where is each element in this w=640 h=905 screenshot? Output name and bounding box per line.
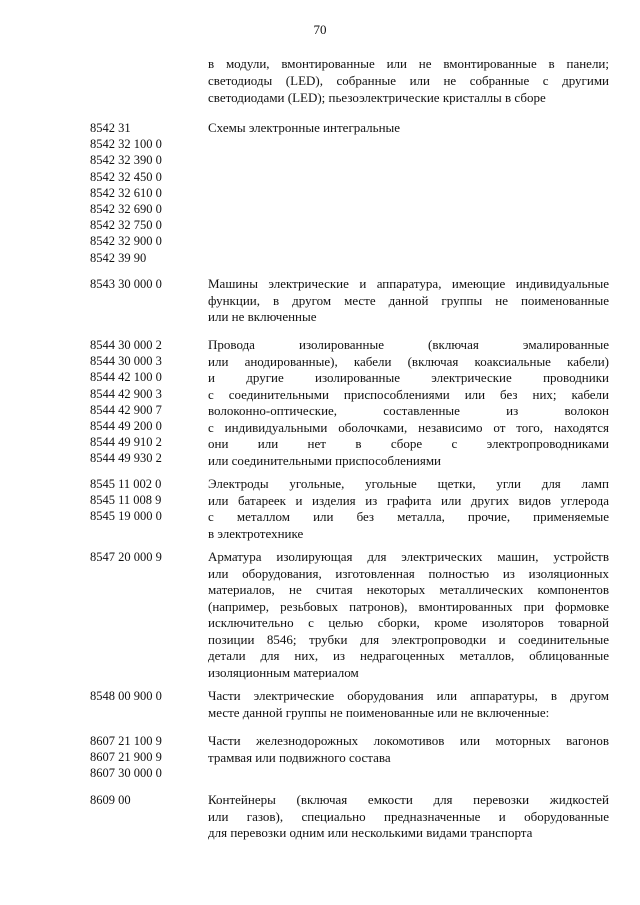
description-line: Части электрические оборудования или аппаратуры, в другом [208,688,609,703]
entry-description [208,476,609,542]
hs-code: 8545 11 008 9 [90,493,162,508]
continuation-line: в модули, вмонтированные или не вмонтированные в панели; [208,56,609,71]
hs-code: 8544 42 900 7 [90,402,162,417]
description-line: материалов, не считая некоторых металлических компонентов [208,582,609,597]
description-line: Части железнодорожных локомотивов или моторных вагонов [208,733,609,748]
entry-codes [90,733,202,782]
hs-code: 8542 32 100 0 [90,137,162,152]
description-line: или не включенные [208,309,317,324]
entry-description [208,733,609,766]
description-line: Арматура изолирующая для электрических машин, устройств [208,549,609,564]
description-line: Схемы электронные интегральные [208,120,401,135]
hs-code: 8544 49 910 2 [90,435,162,450]
description-line: волоконно-оптические, составленные из волокон [208,403,609,418]
hs-code: 8544 42 900 3 [90,386,162,401]
hs-code: 8609 00 [90,793,131,807]
entry-description [208,276,609,326]
hs-code: 8542 32 750 0 [90,218,162,233]
hs-code: 8545 11 002 0 [90,477,162,491]
hs-code: 8607 21 900 9 [90,750,162,765]
description-line: месте данной группы не поименованные или не включенные: [208,704,550,720]
hs-code: 8542 32 390 0 [90,153,162,168]
description-line: или батареек и изделия из графита или других видов углерода [208,492,609,508]
entry-codes [90,276,202,292]
description-line: в электротехнике [208,525,304,541]
continuation-line: светодиодами (LED); пьезоэлектрические кристаллы в сборе [208,90,546,105]
entry-codes [90,792,202,808]
hs-code: 8544 49 930 2 [90,451,162,466]
entry-codes [90,476,202,525]
description-line: и другие изолированные электрические проводники [208,370,609,385]
entry-description [208,120,609,137]
hs-code: 8544 30 000 3 [90,354,162,369]
entry-description [208,337,609,469]
description-line: с соединительными приспособлениями или без них; кабели [208,386,609,402]
description-line: или соединительными приспособлениями [208,452,442,468]
description-line: Провода изолированные (включая эмалированные [208,337,609,352]
entry-codes [90,549,202,565]
description-line: они или нет в сборе с электропроводниками [208,436,609,451]
hs-code: 8607 30 000 0 [90,766,162,781]
continuation-line: светодиоды (LED), собранные или не собранные с другими [208,73,609,88]
hs-code: 8545 19 000 0 [90,509,162,524]
hs-code: 8544 49 200 0 [90,418,162,433]
hs-code: 8542 32 690 0 [90,201,162,216]
hs-code: 8542 32 900 0 [90,234,162,249]
description-line: изоляционным материалом [208,664,359,680]
entry-description [208,549,609,681]
hs-code: 8544 42 100 0 [90,370,162,385]
description-line: детали для них, из недрагоценных металлов, облицованные [208,648,609,663]
hs-code: 8542 32 610 0 [90,185,162,200]
entry-description [208,792,609,842]
description-line: Электроды угольные, угольные щетки, угли для ламп [208,476,609,491]
description-line: (например, резьбовых патронов), вмонтированных при формовке [208,598,609,614]
description-line: с индивидуальными оболочками, независимо от того, находятся [208,419,609,435]
entry-description [208,688,609,721]
hs-code: 8542 32 450 0 [90,169,162,184]
hs-code: 8548 00 900 0 [90,689,162,703]
description-line: позиции 8546; трубки для электропроводки и соединительные [208,631,609,647]
description-line: для перевозки одним или несколькими видами транспорта [208,825,533,840]
description-line: или оборудования, изготовленная полностью из изоляционных [208,565,609,581]
description-line: исключительно с целью сборки, кроме изоляторов товарной [208,615,609,630]
hs-code: 8547 20 000 9 [90,550,162,564]
hs-code: 8543 30 000 0 [90,277,162,291]
description-line: или анодированные), кабели (включая коаксиальные кабели) [208,353,609,369]
description-line: трамвая или подвижного состава [208,749,391,765]
hs-code: 8607 21 100 9 [90,734,162,748]
entry-codes [90,120,202,266]
entry-codes [90,337,202,467]
hs-code: 8542 39 90 [90,250,147,265]
description-line: с металлом или без металла, прочие, применяемые [208,509,609,524]
description-line: функции, в другом месте данной группы не поименованные [208,292,609,308]
hs-code: 8544 30 000 2 [90,338,162,352]
page-number: 70 [313,22,327,37]
entry-codes [90,688,202,704]
description-line: Машины электрические и аппаратура, имеющие индивидуальные [208,276,609,291]
description-line: или газов), специально предназначенные и оборудованные [208,808,609,824]
hs-code: 8542 31 [90,121,131,135]
continuation-text [208,55,609,106]
description-line: Контейнеры (включая емкости для перевозки жидкостей [208,792,609,807]
